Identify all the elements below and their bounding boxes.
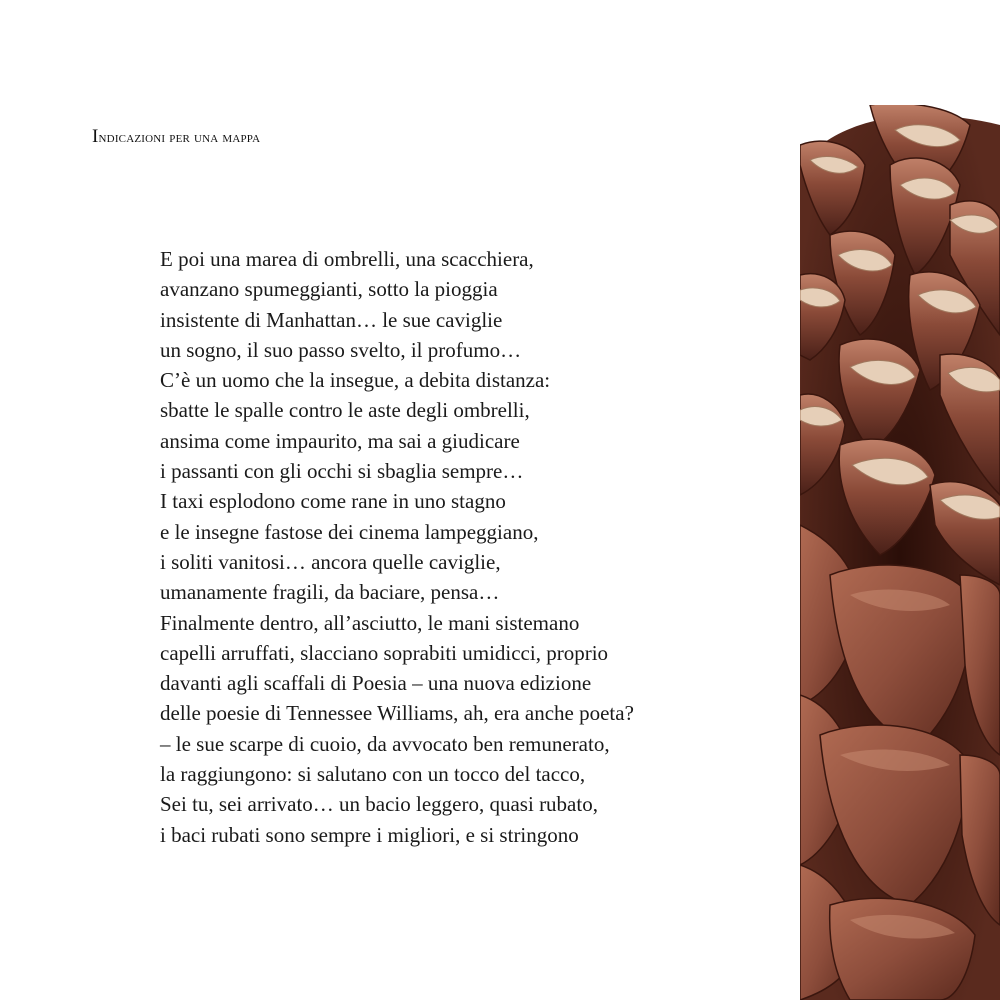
poem-line: capelli arruffati, slacciano soprabiti umidicci, proprio bbox=[160, 640, 609, 665]
poem-line: e le insegne fastose dei cinema lampeggiano, bbox=[160, 519, 539, 544]
poem-line: la raggiungono: si salutano con un tocco del tacco, bbox=[160, 762, 586, 787]
poem-line: delle poesie di Tennessee Williams, ah, era anche poeta? bbox=[160, 701, 634, 726]
poem-line: un sogno, il suo passo svelto, il profumo… bbox=[160, 337, 522, 362]
poem-line: avanzano spumeggianti, sotto la pioggia bbox=[160, 277, 498, 302]
poem-line: Sei tu, sei arrivato… un bacio leggero, quasi rubato, bbox=[160, 792, 598, 817]
title-initial: I bbox=[92, 126, 99, 147]
poem-line: sbatte le spalle contro le aste degli ombrelli, bbox=[160, 398, 530, 423]
poem-line: umanamente fragili, da baciare, pensa… bbox=[160, 580, 500, 605]
poem-line: davanti agli scaffali di Poesia – una nuova edizione bbox=[160, 671, 592, 696]
poem-line: i passanti con gli occhi si sbaglia sempre… bbox=[160, 459, 524, 484]
page-title bbox=[92, 126, 260, 148]
poem-line: E poi una marea di ombrelli, una scacchiera, bbox=[160, 247, 534, 271]
title-rest: ndicazioni per una mappa bbox=[98, 130, 261, 146]
poem-text bbox=[160, 244, 634, 850]
pinecone-photo-icon bbox=[800, 105, 1000, 1000]
poem-line: I taxi esplodono come rane in uno stagno bbox=[160, 489, 506, 514]
poem-line: Finalmente dentro, all’asciutto, le mani sistemano bbox=[160, 610, 580, 635]
poem-line: C’è un uomo che la insegue, a debita distanza: bbox=[160, 368, 551, 393]
poem-line: i soliti vanitosi… ancora quelle caviglie, bbox=[160, 549, 501, 574]
poem-line: insistente di Manhattan… le sue caviglie bbox=[160, 307, 503, 332]
poem-line: – le sue scarpe di cuoio, da avvocato ben remunerato, bbox=[160, 731, 610, 756]
poem-line: i baci rubati sono sempre i migliori, e si stringono bbox=[160, 822, 579, 847]
poem-line: ansima come impaurito, ma sai a giudicare bbox=[160, 428, 520, 453]
